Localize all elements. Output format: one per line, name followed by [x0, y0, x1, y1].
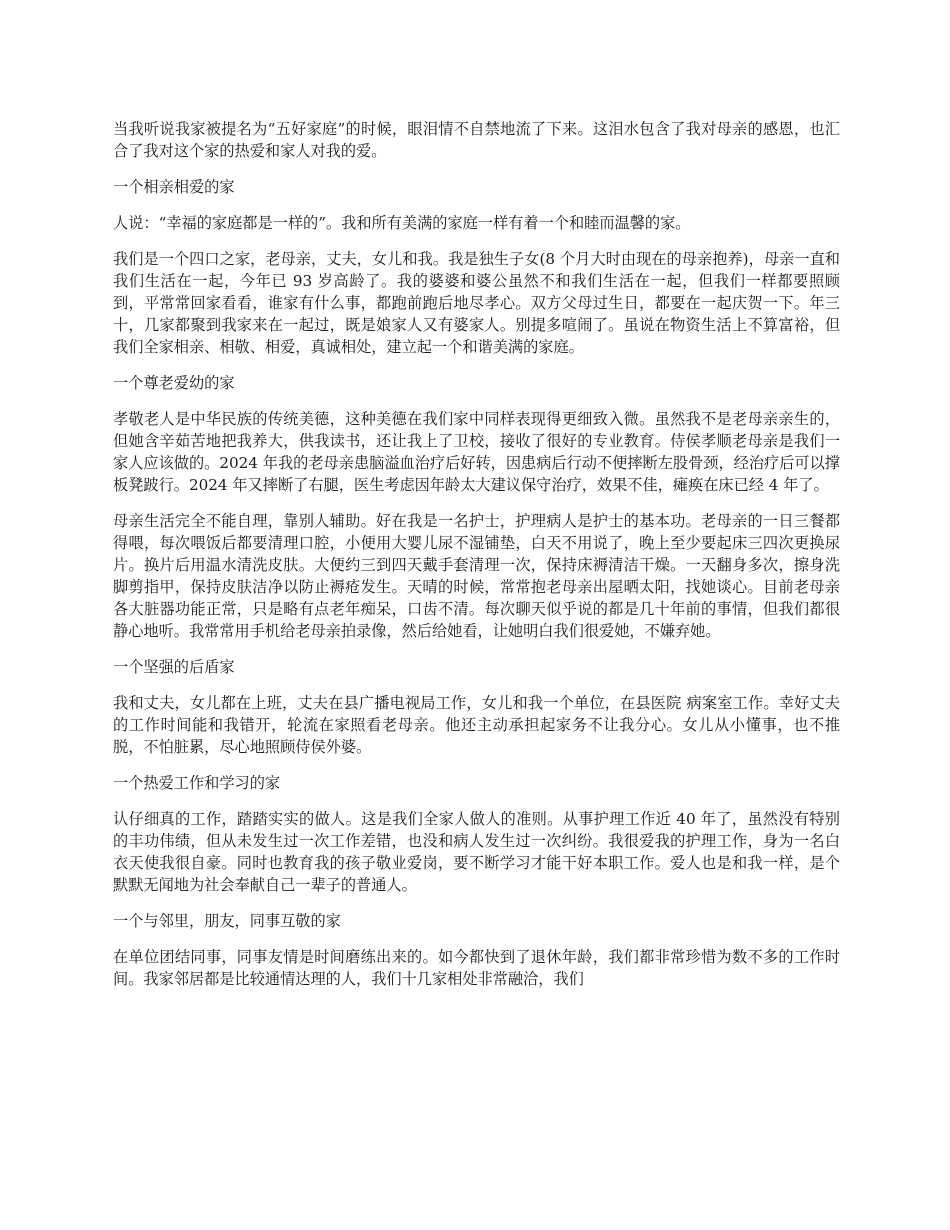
- paragraph-happy-families: 人说：“幸福的家庭都是一样的”。我和所有美满的家庭一样有着一个和睦而温馨的家。: [113, 214, 691, 232]
- paragraph-nursing-career: 认仔细真的工作，踏踏实实的做人。这是我们全家人做人的准则。从事护理工作近 40 年了，虽然没有特别的丰功伟绩，但从未发生过一次工作差错，也没和病人发生过一次纠纷。我很爱我的护理工作，身为一名白衣天使我很自豪。同时也教育我的孩子敬业爱岗，要不断学习才能干好本职工作。爱人也是和我一样，是个默默无闻地为社会奉献自己一辈子的普通人。: [113, 810, 840, 894]
- section-heading-neighbors: 一个与邻里，朋友，同事互敬的家: [113, 912, 341, 930]
- paragraph-husband-daughter: 我和丈夫，女儿都在上班，丈夫在县广播电视局工作，女儿和我一个单位，在县医院 病案室工作。幸好丈夫的工作时间能和我错开，轮流在家照看老母亲。他还主动承担起家务不让我分心。女儿从小懂事，也不推脱，不怕脏累，尽心地照顾侍侯外婆。: [113, 694, 840, 756]
- intro-paragraph: 当我听说我家被提名为“五好家庭”的时候，眼泪情不自禁地流了下来。这泪水包含了我对母亲的感恩，也汇合了我对这个家的热爱和家人对我的爱。: [113, 120, 840, 160]
- document-page: [113, 118, 840, 1004]
- paragraph-mother-care: 母亲生活完全不能自理，靠别人辅助。好在我是一名护士，护理病人是护士的基本功。老母亲的一日三餐都得喂，每次喂饭后都要清理口腔，小便用大婴儿尿不湿铺垫，白天不用说了，晚上至少要起床三四次更换尿片。换片后用温水清洗皮肤。大便约三到四天戴手套清理一次，保持床褥清洁干燥。一天翻身多次，擦身洗脚剪指甲，保持皮肤洁净以防止褥疮发生。天晴的时候，常常抱老母亲出屋晒太阳，找她谈心。目前老母亲各大脏器功能正常，只是略有点老年痴呆，口齿不清。每次聊天似乎说的都是几十年前的事情，但我们都很静心地听。我常常用手机给老母亲拍录像，然后给她看，让她明白我们很爱她，不嫌弃她。: [113, 512, 840, 640]
- section-heading-respect-elders: 一个尊老爱幼的家: [113, 374, 235, 392]
- paragraph-filial-piety: 孝敬老人是中华民族的传统美德，这种美德在我们家中同样表现得更细致入微。虽然我不是老母亲亲生的，但她含辛茹苦地把我养大，供我读书，还让我上了卫校，接收了很好的专业教育。侍侯孝顺老母亲是我们一家人应该做的。2024 年我的老母亲患脑溢血治疗后好转，因患病后行动不便摔断左股骨颈，经治疗后可以撑板凳跛行。2024 年又摔断了右腿，医生考虑因年龄太大建议保守治疗，效果不佳，瘫痪在床已经 4 年了。: [113, 410, 840, 494]
- paragraph-colleagues-neighbors: 在单位团结同事，同事友情是时间磨练出来的。如今都快到了退休年龄，我们都非常珍惜为数不多的工作时间。我家邻居都是比较通情达理的人，我们十几家相处非常融洽，我们: [113, 948, 840, 988]
- section-heading-work-study: 一个热爱工作和学习的家: [113, 774, 281, 792]
- section-heading-loving-family: 一个相亲相爱的家: [113, 178, 235, 196]
- paragraph-family-members: 我们是一个四口之家，老母亲，丈夫，女儿和我。我是独生子女(8 个月大时由现在的母亲抱养)，母亲一直和我们生活在一起，今年已 93 岁高龄了。我的婆婆和婆公虽然不和我们生活在一起，但我们一样都要照顾到，平常常回家看看，谁家有什么事，都跑前跑后地尽孝心。双方父母过生日，都要在一起庆贺一下。年三十，几家都聚到我家来在一起过，既是娘家人又有婆家人。别提多喧闹了。虽说在物资生活上不算富裕，但我们全家相亲、相敬、相爱，真诚相处，建立起一个和谐美满的家庭。: [113, 250, 840, 356]
- section-heading-strong-support: 一个坚强的后盾家: [113, 658, 235, 676]
